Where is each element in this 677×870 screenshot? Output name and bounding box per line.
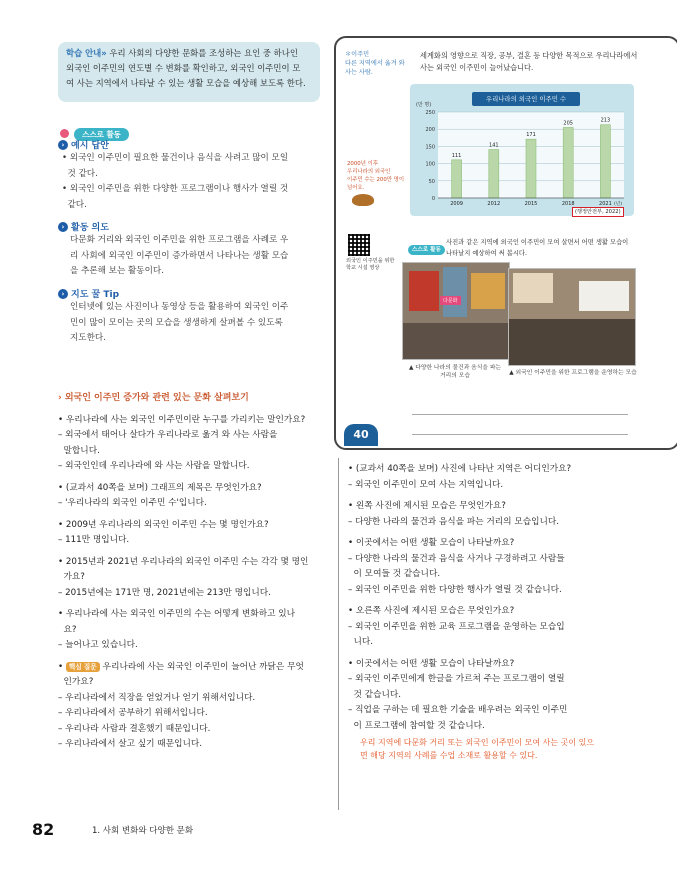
left-a-4: – 2015년에는 171만 명, 2021년에는 213만 명입니다.: [58, 587, 271, 598]
activity-prompt: [446, 237, 642, 259]
x-axis-label: (년): [613, 202, 622, 207]
left-q-1: • 우리나라에 사는 외국인 이주민이란 누구를 가리키는 말인가요?: [58, 414, 306, 425]
column-divider: [338, 458, 339, 810]
bar-value-label: 213: [600, 117, 611, 124]
intent-heading: 활동 의도: [71, 223, 109, 233]
bar-value-label: 171: [526, 132, 536, 139]
left-q-3: • 2009년 우리나라의 외국인 이주민 수는 몇 명인가요?: [58, 519, 269, 530]
textbook-intro-line-1: 세계화의 영향으로 직장, 공부, 결혼 등 다양한 목적으로 우리나라에서: [420, 51, 638, 60]
activity-line-1: 사진과 같은 지역에 외국인 이주민이 모여 살면서 어떤 생활 모습이: [446, 239, 629, 246]
left-q-5-cont: 요?: [58, 624, 77, 635]
bar-2018: [563, 127, 573, 198]
left-q-4-cont: 가요?: [58, 572, 85, 582]
arrow-icon: ›: [58, 289, 68, 299]
example-line-1: • 외국인 이주민이 필요한 물건이나 음식을 사려고 많이 모일: [62, 153, 289, 163]
qr-caption: 외국인 이주민을 위한 학교 시설 영상: [346, 258, 395, 271]
x-tick-label: 2021: [599, 201, 612, 207]
guide-line-1: 우리 사회의 다양한 문화를 조성하는 요인 중 하나인: [109, 48, 298, 58]
learning-guide-box: 학습 안내» 우리 사회의 다양한 문화를 조성하는 요인 중 하나인 외국인 이주민의 연도별 수 변화를 확인하고, 외국인 이주민이 모 여 사는 지역에서 나타날 수 있는 생활 모습을 예상해 보도록 한다.: [58, 42, 320, 102]
teacher-note-2: 면 해당 지역의 사례를 수업 소재로 활용할 수 있다.: [360, 751, 538, 760]
right-q-5: • 이곳에서는 어떤 생활 모습이 나타날까요?: [348, 658, 515, 669]
chart-title: 우리나라의 외국인 이주민 수: [472, 92, 580, 106]
key-question-cont: 인가요?: [58, 677, 94, 687]
chart-source: (행정안전부, 2022): [572, 207, 624, 217]
example-line-2: 것 같다.: [62, 168, 98, 179]
right-q-2: • 왼쪽 사진에 제시된 모습은 무엇인가요?: [348, 501, 506, 511]
x-tick-label: 2012: [487, 201, 501, 207]
photo2-caption: ▲ 외국인 이주민을 위한 프로그램을 운영하는 모습: [509, 370, 637, 376]
answer-line-1: [412, 414, 628, 415]
right-a-5-4: 이 프로그램에 참여할 것 같습니다.: [348, 720, 485, 731]
arrow-icon: ›: [58, 140, 68, 150]
textbook-page-number: 40: [344, 424, 378, 446]
left-a-1-3: – 외국인인데 우리나라에 와 사는 사람을 말합니다.: [58, 461, 250, 471]
key-answer-3: – 우리나라 사람과 결혼했기 때문입니다.: [58, 723, 211, 734]
x-tick-label: 2015: [524, 201, 538, 207]
key-answer-4: – 우리나라에서 살고 싶기 때문입니다.: [58, 739, 203, 749]
y-tick-label: 200: [425, 127, 435, 134]
bar-2021: [600, 125, 610, 198]
x-tick-label: 2018: [561, 201, 575, 207]
right-q-4: • 오른쪽 사진에 제시된 모습은 무엇인가요?: [348, 606, 515, 616]
left-a-5: – 늘어나고 있습니다.: [58, 640, 138, 650]
intent-line-1: 다문화 거리와 외국인 이주민을 위한 프로그램을 사례로 우: [70, 235, 289, 245]
self-activity-badge: 스스로 활동: [74, 128, 129, 141]
y-tick-label: 100: [425, 161, 435, 168]
left-q-4: • 2015년과 2021년 우리나라의 외국인 이주민 수는 각각 몇 명인: [58, 556, 309, 567]
right-qa: [348, 462, 648, 762]
y-tick-label: 50: [428, 178, 435, 185]
tip-line-2: 민이 많이 모이는 곳의 모습을 생생하게 살펴볼 수 있도록: [70, 317, 283, 328]
program-photo: [508, 268, 636, 366]
activity-badge: 스스로 활동: [408, 236, 445, 255]
right-q-1: • (교과서 40쪽을 보며) 사진에 나타난 지역은 어디인가요?: [348, 464, 572, 474]
x-tick-label: 2009: [450, 201, 463, 207]
margin-note: 2000년 이후 우리나라의 외국인 이주민 수는 200만 명이 넘어요.: [347, 161, 405, 191]
right-a-2: – 다양한 나라의 물건과 음식을 파는 거리의 모습입니다.: [348, 516, 560, 527]
left-a-1-1: – 외국에서 태어나 살다가 우리나라로 옮겨 와 사는 사람을: [58, 430, 278, 440]
page-number: 82: [32, 820, 55, 839]
example-line-4: 같다.: [62, 199, 87, 210]
tip-line-3: 지도한다.: [70, 333, 106, 344]
bar-2015: [526, 139, 536, 198]
y-tick-label: 0: [431, 196, 435, 202]
right-q-3: • 이곳에서는 어떤 생활 모습이 나타날까요?: [348, 538, 515, 548]
right-a-4-1: – 외국인 이주민을 위한 교육 프로그램을 운영하는 모습입: [348, 621, 565, 632]
right-a-4-2: 니다.: [348, 637, 374, 647]
arrow-icon: ›: [58, 222, 68, 232]
left-a-3: – 111만 명입니다.: [58, 535, 130, 545]
right-a-3-2: 이 모여들 것 같습니다.: [348, 569, 441, 579]
key-question: • 핵심 질문 우리나라에 사는 외국인 이주민이 늘어난 까닭은 무엇: [58, 661, 304, 672]
right-a-3-3: – 외국인 이주민을 위한 다양한 행사가 열릴 것 같습니다.: [348, 584, 562, 595]
y-axis-label: (만 명): [416, 102, 432, 108]
textbook-side-note: ＊이주민 다른 지역에서 옮겨 와 사는 사람.: [345, 51, 405, 76]
bar-value-label: 141: [489, 142, 499, 149]
photo1-caption: ▲ 다양한 나라의 물건과 음식을 파는 거리의 모습: [408, 365, 502, 379]
right-a-5-1: – 외국인 이주민에게 한글을 가르쳐 주는 프로그램이 열릴: [348, 674, 565, 684]
right-a-5-2: 것 같습니다.: [348, 689, 402, 700]
left-q-2: • (교과서 40쪽을 보며) 그래프의 제목은 무엇인가요?: [58, 482, 262, 493]
y-tick-label: 250: [425, 110, 435, 116]
mascot-icon: [352, 194, 374, 206]
intent-section: [58, 220, 324, 280]
key-question-badge: 핵심 질문: [66, 662, 100, 672]
left-a-1-2: 말합니다.: [58, 445, 100, 456]
qr-code: [348, 234, 370, 256]
key-answer-2: – 우리나라에서 공부하기 위해서입니다.: [58, 708, 208, 718]
activity-line-2: 나타날지 예상하여 써 봅시다.: [446, 250, 527, 257]
tip-heading: 지도 꿀 Tip: [71, 290, 120, 300]
guide-line-3: 여 사는 지역에서 나타날 수 있는 생활 모습을 예상해 보도록 한다.: [66, 78, 306, 88]
example-line-3: • 외국인 이주민을 위한 다양한 프로그램이나 행사가 열릴 것: [62, 184, 289, 195]
bar-2009: [452, 160, 462, 198]
right-a-1: – 외국인 이주민이 모여 사는 지역입니다.: [348, 479, 504, 490]
teacher-note-1: 우리 지역에 다문화 거리 또는 외국인 이주민이 모여 사는 곳이 있으: [360, 738, 595, 747]
bar-value-label: 205: [563, 120, 573, 127]
left-qa: [58, 391, 328, 753]
textbook-intro-line-2: 사는 외국인 이주민이 늘어났습니다.: [420, 63, 534, 72]
intent-line-3: 을 추론해 보는 활동이다.: [70, 266, 164, 277]
left-a-2: – '우리나라의 외국인 이주민 수'입니다.: [58, 498, 207, 508]
textbook-intro: [420, 50, 650, 74]
answer-line-2: [412, 434, 628, 435]
guide-line-2: 외국인 이주민의 연도별 수 변화를 확인하고, 외국인 이주민이 모: [66, 63, 301, 73]
pencil-icon: [60, 129, 69, 138]
bar-2012: [489, 149, 499, 198]
intent-line-2: 리 사회에 외국인 이주민이 증가하면서 나타나는 생활 모습: [70, 250, 289, 261]
foreign-residents-bar-chart: [410, 84, 634, 216]
left-q-5: • 우리나라에 사는 외국인 이주민의 수는 어떻게 변화하고 있나: [58, 609, 296, 619]
example-heading: 예시 답안: [71, 141, 109, 151]
example-answer-section: [58, 138, 324, 213]
y-tick-label: 150: [425, 144, 435, 151]
left-qa-heading: › 외국인 이주민 증가와 관련 있는 문화 살펴보기: [58, 393, 249, 403]
key-answer-1: – 우리나라에서 직장을 얻었거나 얻기 위해서입니다.: [58, 692, 256, 703]
bar-value-label: 111: [451, 152, 462, 159]
right-a-5-3: – 직업을 구하는 데 필요한 기술을 배우려는 외국인 이주민: [348, 705, 568, 715]
street-sign: 다문화: [440, 296, 461, 305]
guide-tag: 학습 안내: [66, 48, 102, 58]
right-a-3-1: – 다양한 나라의 물건과 음식을 사거나 구경하려고 사람들: [348, 553, 565, 564]
street-photo: [402, 262, 510, 360]
tip-section: [58, 287, 324, 347]
unit-title: 1. 사회 변화와 다양한 문화: [92, 826, 194, 836]
tip-line-1: 인터넷에 있는 사진이나 동영상 등을 활용하여 외국인 이주: [70, 302, 289, 312]
